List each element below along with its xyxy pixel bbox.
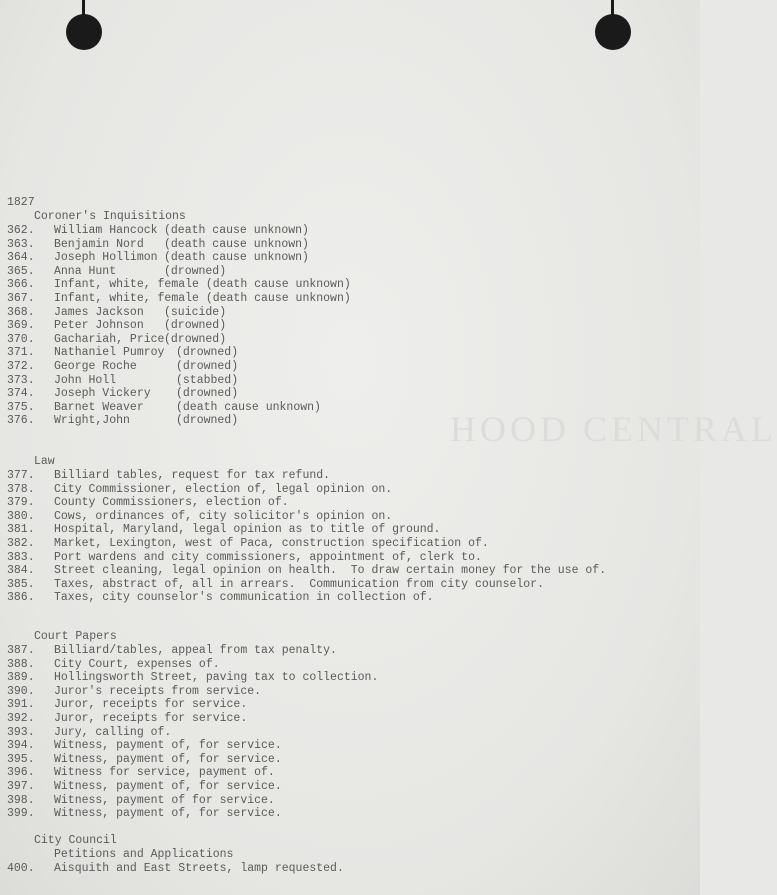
coroner-row bbox=[0, 346, 700, 360]
coroner-row bbox=[0, 251, 700, 265]
entry-text: Witness, payment of, for service. bbox=[54, 739, 282, 753]
entry-text: Witness, payment of for service. bbox=[54, 793, 275, 807]
entry-number: 366. bbox=[7, 278, 35, 292]
decedent-name: Joseph Vickery bbox=[54, 387, 151, 401]
entry-number: 380. bbox=[7, 509, 35, 523]
death-cause: (death cause unknown) bbox=[164, 251, 309, 265]
court-row bbox=[0, 658, 700, 672]
binder-hole-right bbox=[595, 14, 631, 50]
entry-number: 370. bbox=[7, 332, 35, 346]
court-row bbox=[0, 671, 700, 685]
entry-number: 376. bbox=[7, 414, 35, 428]
council-section-subtitle: Petitions and Applications bbox=[54, 848, 234, 861]
entry-number: 389. bbox=[7, 671, 35, 685]
entry-number: 393. bbox=[7, 725, 35, 739]
year-heading: 1827 bbox=[7, 196, 35, 209]
death-cause: (suicide) bbox=[164, 305, 227, 319]
coroner-row bbox=[0, 387, 700, 401]
law-row bbox=[0, 551, 700, 565]
court-section-title: Court Papers bbox=[34, 630, 117, 643]
entry-number: 383. bbox=[7, 550, 35, 564]
entry-text: Juror's receipts from service. bbox=[54, 684, 262, 698]
decedent-name: Peter Johnson bbox=[54, 319, 144, 333]
coroner-row bbox=[0, 401, 700, 415]
entry-number: 386. bbox=[7, 591, 35, 605]
entry-text: Juror, receipts for service. bbox=[54, 698, 248, 712]
decedent-name: Nathaniel Pumroy bbox=[54, 346, 165, 360]
law-row bbox=[0, 537, 700, 551]
entry-text: Taxes, abstract of, all in arrears. Communication from city counselor. bbox=[54, 577, 544, 591]
decedent-name: Benjamin Nord bbox=[54, 237, 144, 251]
entry-number: 390. bbox=[7, 684, 35, 698]
law-row bbox=[0, 564, 700, 578]
entry-number: 375. bbox=[7, 400, 35, 414]
entry-text: Cows, ordinances of, city solicitor's opinion on. bbox=[54, 509, 393, 523]
entry-text: Witness, payment of, for service. bbox=[54, 807, 282, 821]
entry-number: 373. bbox=[7, 373, 35, 387]
decedent-name: Wright,John bbox=[54, 414, 130, 428]
law-row bbox=[0, 496, 700, 510]
court-row bbox=[0, 766, 700, 780]
coroner-row bbox=[0, 333, 700, 347]
entry-number: 365. bbox=[7, 264, 35, 278]
coroner-row bbox=[0, 224, 700, 238]
entry-text: Hospital, Maryland, legal opinion as to title of ground. bbox=[54, 523, 441, 537]
court-row bbox=[0, 644, 700, 658]
entry-text: Billiard tables, request for tax refund. bbox=[54, 469, 331, 482]
entry-number: 381. bbox=[7, 523, 35, 537]
entry-text: Jury, calling of. bbox=[54, 725, 172, 739]
entry-text: Witness for service, payment of. bbox=[54, 766, 275, 780]
entry-number: 392. bbox=[7, 712, 35, 725]
death-cause: (drowned) bbox=[164, 319, 227, 333]
decedent-name: Infant, white, female (death cause unknown) bbox=[54, 278, 351, 292]
law-row bbox=[0, 591, 700, 605]
entry-number: 362. bbox=[7, 224, 35, 237]
decedent-name: Barnet Weaver bbox=[54, 400, 144, 414]
decedent-name: William Hancock bbox=[54, 224, 158, 237]
entry-text: Juror, receipts for service. bbox=[54, 712, 248, 725]
death-cause: (stabbed) bbox=[176, 373, 239, 387]
law-row bbox=[0, 469, 700, 483]
binder-hole-left bbox=[66, 14, 102, 50]
decedent-name: Infant, white, female (death cause unknown) bbox=[54, 292, 351, 305]
coroner-row bbox=[0, 292, 700, 306]
death-cause: (drowned) bbox=[176, 346, 239, 360]
coroner-row bbox=[0, 306, 700, 320]
coroner-row bbox=[0, 414, 700, 428]
entry-text: City Court, expenses of. bbox=[54, 657, 220, 671]
entry-number: 387. bbox=[7, 644, 35, 657]
death-cause: (drowned) bbox=[176, 414, 239, 428]
law-row bbox=[0, 523, 700, 537]
council-row bbox=[0, 862, 700, 876]
court-row bbox=[0, 685, 700, 699]
court-row bbox=[0, 726, 700, 740]
law-section-title: Law bbox=[34, 455, 55, 468]
entry-number: 374. bbox=[7, 387, 35, 401]
coroner-row bbox=[0, 238, 700, 252]
entry-text: City Commissioner, election of, legal opinion on. bbox=[54, 482, 393, 496]
entry-text: Hollingsworth Street, paving tax to collection. bbox=[54, 671, 379, 685]
decedent-name: John Holl bbox=[54, 373, 117, 387]
coroner-row bbox=[0, 319, 700, 333]
entry-number: 369. bbox=[7, 319, 35, 333]
coroner-row bbox=[0, 278, 700, 292]
court-row bbox=[0, 739, 700, 753]
entry-number: 372. bbox=[7, 360, 35, 373]
entry-number: 382. bbox=[7, 537, 35, 550]
entry-number: 385. bbox=[7, 577, 35, 591]
council-section-title: City Council bbox=[34, 834, 117, 847]
entry-text: Taxes, city counselor's communication in collection of. bbox=[54, 591, 434, 605]
entry-number: 400. bbox=[7, 862, 35, 875]
death-cause: (death cause unknown) bbox=[164, 224, 309, 237]
court-row bbox=[0, 807, 700, 821]
death-cause: (drowned) bbox=[176, 360, 239, 373]
court-row bbox=[0, 712, 700, 726]
death-cause: (drowned) bbox=[164, 332, 227, 346]
coroner-row bbox=[0, 374, 700, 388]
entry-text: Billiard/tables, appeal from tax penalty. bbox=[54, 644, 337, 657]
entry-number: 397. bbox=[7, 780, 35, 793]
entry-number: 378. bbox=[7, 482, 35, 496]
entry-text: County Commissioners, election of. bbox=[54, 496, 289, 510]
entry-number: 368. bbox=[7, 305, 35, 319]
entry-text: Market, Lexington, west of Paca, construction specification of. bbox=[54, 537, 489, 550]
entry-number: 384. bbox=[7, 564, 35, 578]
entry-text: Aisquith and East Streets, lamp requested. bbox=[54, 862, 344, 875]
law-row bbox=[0, 578, 700, 592]
law-row bbox=[0, 483, 700, 497]
death-cause: (drowned) bbox=[176, 387, 239, 401]
decedent-name: James Jackson bbox=[54, 305, 144, 319]
entry-number: 391. bbox=[7, 698, 35, 712]
entry-text: Witness, payment of, for service. bbox=[54, 780, 282, 793]
death-cause: (death cause unknown) bbox=[176, 400, 321, 414]
court-row bbox=[0, 698, 700, 712]
entry-text: Witness, payment of, for service. bbox=[54, 752, 282, 766]
decedent-name: Gachariah, Price bbox=[54, 332, 165, 346]
entry-number: 379. bbox=[7, 496, 35, 510]
coroner-row bbox=[0, 265, 700, 279]
decedent-name: George Roche bbox=[54, 360, 137, 373]
entry-text: Street cleaning, legal opinion on health. To draw certain money for the use of. bbox=[54, 564, 607, 578]
death-cause: (drowned) bbox=[164, 264, 227, 278]
entry-number: 396. bbox=[7, 766, 35, 780]
court-row bbox=[0, 780, 700, 794]
entry-number: 364. bbox=[7, 251, 35, 265]
entry-number: 377. bbox=[7, 469, 35, 482]
coroner-row bbox=[0, 360, 700, 374]
entry-number: 398. bbox=[7, 793, 35, 807]
entry-number: 394. bbox=[7, 739, 35, 753]
decedent-name: Joseph Hollimon bbox=[54, 251, 158, 265]
coroner-section-title: Coroner's Inquisitions bbox=[34, 210, 186, 223]
entry-number: 395. bbox=[7, 752, 35, 766]
entry-number: 399. bbox=[7, 807, 35, 821]
bleed-through-text: HOOD CENTRAL bbox=[450, 409, 777, 449]
entry-number: 388. bbox=[7, 657, 35, 671]
entry-number: 367. bbox=[7, 292, 35, 305]
entry-number: 371. bbox=[7, 346, 35, 360]
court-row bbox=[0, 794, 700, 808]
court-row bbox=[0, 753, 700, 767]
entry-text: Port wardens and city commissioners, appointment of, clerk to. bbox=[54, 550, 482, 564]
law-row bbox=[0, 510, 700, 524]
entry-number: 363. bbox=[7, 237, 35, 251]
death-cause: (death cause unknown) bbox=[164, 237, 309, 251]
decedent-name: Anna Hunt bbox=[54, 264, 117, 278]
